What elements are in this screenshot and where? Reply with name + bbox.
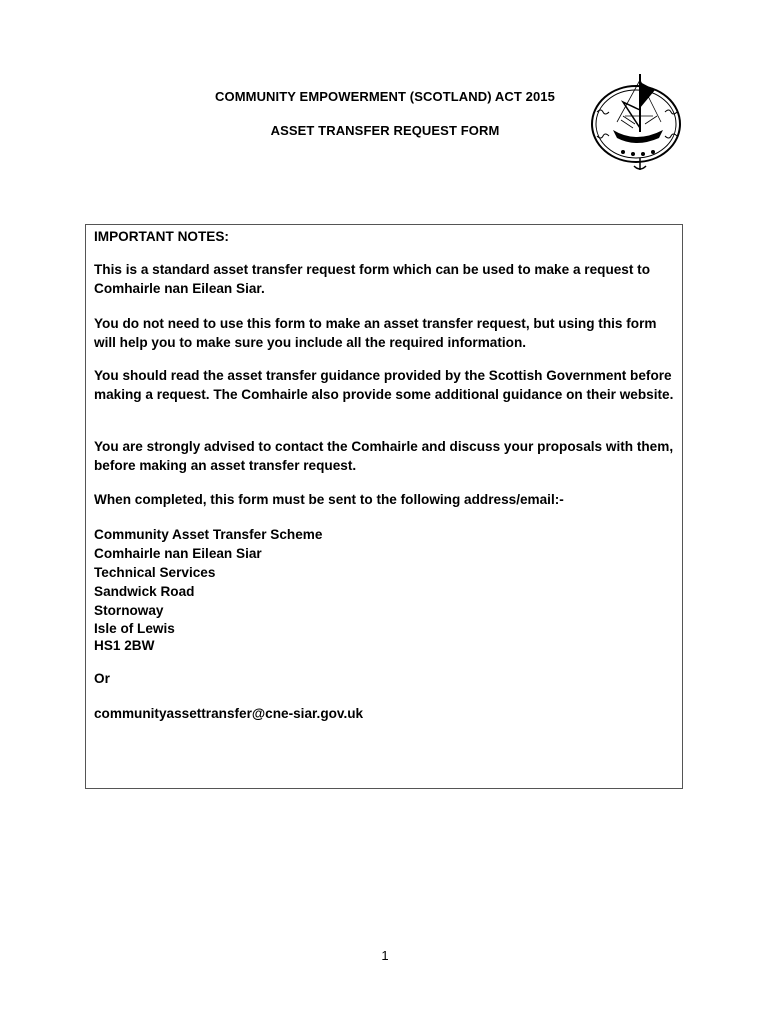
notes-heading: IMPORTANT NOTES:: [94, 229, 229, 244]
address-line: Community Asset Transfer Scheme: [94, 527, 323, 542]
contact-email: communityassettransfer@cne-siar.gov.uk: [94, 706, 364, 721]
notes-paragraph-3: You should read the asset transfer guidance provided by the Scottish Government before making a request. The Comhairle also provide some additional guidance on their website.: [94, 368, 674, 402]
address-line: Sandwick Road: [94, 584, 195, 599]
address-line: Technical Services: [94, 565, 216, 580]
address-line: HS1 2BW: [94, 638, 155, 653]
page-number: 1: [381, 948, 389, 963]
act-title: COMMUNITY EMPOWERMENT (SCOTLAND) ACT 2015: [215, 89, 555, 104]
address-line: Stornoway: [94, 603, 164, 618]
or-label: Or: [94, 671, 110, 686]
address-line: Comhairle nan Eilean Siar: [94, 546, 262, 561]
address-line: Isle of Lewis: [94, 621, 175, 636]
notes-paragraph-1: This is a standard asset transfer request form which can be used to make a request to Comhairle nan Eilean Siar.: [94, 262, 651, 296]
form-title: ASSET TRANSFER REQUEST FORM: [270, 123, 500, 138]
postal-address: [94, 525, 674, 654]
notes-paragraph-2: You do not need to use this form to make an asset transfer request, but using this form will help you to make sure you include all the required information.: [94, 316, 657, 350]
notes-paragraph-4: You are strongly advised to contact the Comhairle and discuss your proposals with them, before making an asset transfer request.: [94, 439, 674, 473]
important-notes-box: [85, 224, 683, 789]
council-crest-icon: [585, 72, 689, 174]
notes-paragraph-5: When completed, this form must be sent to the following address/email:-: [94, 492, 564, 507]
